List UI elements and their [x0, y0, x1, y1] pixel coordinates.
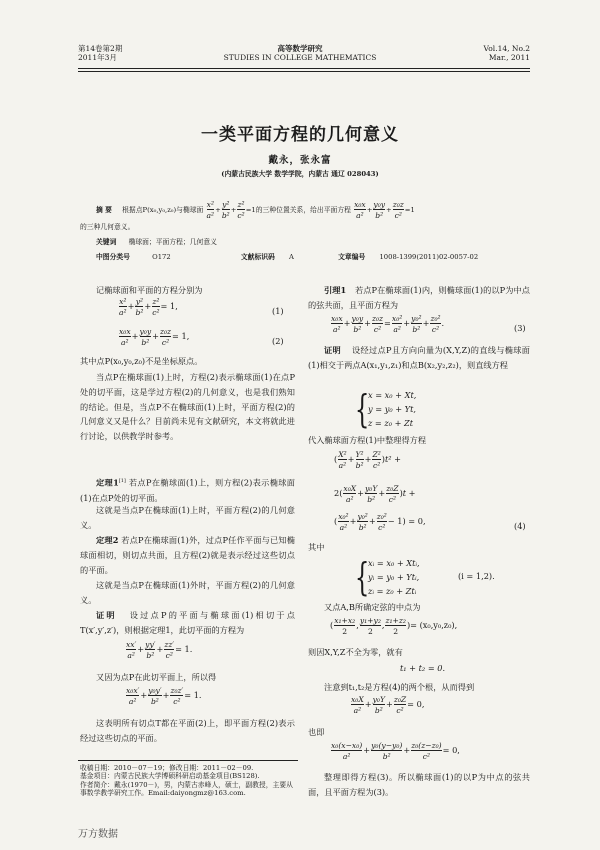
right-proof: 证明 设经过点P且方向向量为(X,Y,Z)的直线与椭球面(1)相交于两点A(x₁,y₁,z₁)和点B(x₂,y₂,z₂)，则直线方程: [308, 345, 530, 370]
equation-3: $\frac{\text{x₀x}}{\text{a²}}$ + $\frac{\text{y₀y}}{\text{b²}}$ + $\frac{\text{z₀z}}{\text{c²}}$ = $\frac{\text{x₀²}}{\text{a²}}$ + $\frac{\text{y₀²}}{\text{b²}}$ + $\frac{\text{z₀²}}{\text{c²}}$ .: [331, 314, 445, 334]
journal-volume: [78, 44, 122, 63]
equation-tangent: $\frac{xx'}{\text{a²}}$ + $\frac{yy'}{\text{b²}}$ + $\frac{zz'}{\text{c²}}$ = 1.: [126, 640, 193, 660]
right-p7: 也即: [308, 727, 325, 737]
left-proof: 证明 设过点P的平面与椭球面(1)相切于点T(x′,y′,z′)，则根据定理1，此切平面的方程为: [80, 610, 295, 635]
source-watermark: 万方数据: [78, 829, 118, 840]
abstract-text-c: =1: [404, 206, 415, 214]
equation-4b: 2( $\frac{\text{x₀X}}{\text{a²}}$ + $\frac{\text{y₀Y}}{\text{b²}}$ + $\frac{\text{z₀Z}}{\text{c²}}$ )t +: [334, 484, 416, 504]
right-p6: 注意到t₁,t₂是方程(4)的两个根，从而得到: [324, 682, 475, 692]
header-journal-cn: 高等数学研究: [277, 44, 323, 53]
footnote-received: 收稿日期：2010－07－19；修改日期：2011－02－09.: [80, 764, 254, 772]
clc-label: 中图分类号: [96, 253, 130, 261]
doc-code-label: 文献标识码: [240, 253, 275, 261]
eq3-number: (3): [514, 323, 526, 333]
article-no-label: 文章编号: [338, 253, 366, 261]
theorem-2: 定理2 若点P在椭球面(1)外，过点P任作平面与已知椭球面相切，则切点共面，且方程(2)就是表示经过这些切点的平面。: [80, 535, 295, 575]
header-vol-en: Vol.14, No.2: [483, 44, 530, 53]
left-p2: 其中点P(x₀,y₀,z₀)不是坐标原点。: [80, 356, 203, 366]
article-no-value: 1008-1399(2011)02-0057-02: [379, 253, 479, 261]
abstract-text-a: 根据点P(x₀,y₀,z₀)与椭球面: [122, 206, 204, 214]
footnote: [80, 764, 298, 798]
classification: [96, 253, 536, 261]
right-p2: 代入椭球面方程(1)中整理得方程: [308, 435, 427, 445]
right-p4: 又点A,B所确定弦的中点为: [324, 602, 421, 612]
header-date: 2011年3月: [78, 53, 117, 63]
left-p5: 这就是当点P在椭球面(1)外时，平面方程(2)的几何意义。: [80, 580, 295, 605]
lemma-1: 引理1 若点P在椭球面(1)内，则椭球面(1)的以P为中点的弦共面，且平面方程为: [308, 285, 530, 310]
equation-4a: ( $\frac{\text{X²}}{\text{a²}}$ + $\frac{\text{Y²}}{\text{b²}}$ + $\frac{\text{Z²}}{\text{c²}}$ )t² +: [334, 450, 402, 470]
left-p1: 记椭球面和平面的方程分别为: [96, 285, 203, 295]
eq4-number: (4): [514, 521, 526, 531]
footnote-fund: 基金项目：内蒙古民族大学博硕科研启动基金项目(BS128).: [80, 772, 260, 781]
line-system: { x = x₀ + Xt, y = y₀ + Yt, z = z₀ + Zt: [354, 387, 417, 431]
header-rule: [78, 68, 530, 69]
doc-code-value: A: [289, 253, 294, 261]
theorem-1: 定理1[1] 若点P在椭球面(1)上，则方程(2)表示椭球面(1)在点P处的切平面。: [80, 477, 295, 503]
keywords: [96, 238, 217, 246]
keywords-text: 椭球面；平面方程；几何意义: [128, 238, 217, 246]
abstract-text-b: =1的三种位置关系，给出平面方程: [245, 206, 351, 214]
system-brace: {: [354, 387, 370, 431]
eq1-number: (1): [272, 306, 284, 316]
footnote-author: 作者简介：戴永(1970－)，男，内蒙古赤峰人，硕士，副教授，主要从事数学教学研究工作。Email:daiyongmz@163.com.: [80, 780, 293, 798]
system-brace-2: {: [354, 555, 370, 599]
clc-value: O172: [152, 253, 171, 261]
equation-dir: $\frac{\text{x₀X}}{\text{a²}}$ + $\frac{\text{y₀Y}}{\text{b²}}$ + $\frac{\text{z₀Z}}{\text{c²}}$ = 0,: [351, 695, 425, 715]
journal-issue: [452, 44, 530, 63]
midpoint-eq: ( $\frac{\text{x₁+x₂}}{2}$ , $\frac{\text{y₁+y₂}}{2}$ , $\frac{\text{z₁+z₂}}{2}$ )= (x₀,y₀,z₀),: [330, 616, 458, 636]
equation-2: $\frac{\text{x₀x}}{\text{a²}}$ + $\frac{\text{y₀y}}{\text{b²}}$ + $\frac{\text{z₀z}}{\text{c²}}$ = 1,: [119, 327, 190, 347]
left-p3: 当点P在椭球面(1)上时，方程(2)表示椭球面(1)在点P处的切平面，这是学过方程(2)的几何意义，也是我们熟知的结论。但是，当点P不在椭球面(1)上时，平面方程(2)的几何意义又是什么？目前尚未见有文献研究，本文将就此进行讨论，以供教学时参考。: [80, 372, 295, 442]
left-proof2: 又因为点P在此切平面上，所以得: [96, 672, 217, 682]
t-sum: t₁ + t₂ = 0.: [400, 663, 446, 673]
equation-point: $\frac{\text{x₀x′}}{\text{a²}}$ + $\frac{\text{y₀y′}}{\text{b²}}$ + $\frac{\text{z₀z′}}{\text{c²}}$ = 1.: [126, 686, 202, 706]
paper-affiliation: (内蒙古民族大学 数学学院，内蒙古 通辽 028043): [221, 170, 379, 178]
abstract-label: 摘 要: [96, 206, 112, 214]
header-journal-en: STUDIES IN COLLEGE MATHEMATICS: [223, 53, 377, 63]
paper-authors: 戴永，张永富: [268, 155, 332, 166]
header-volume: 第14卷第2期: [78, 44, 123, 53]
right-p3: 其中: [308, 542, 325, 552]
eq2-number: (2): [272, 336, 284, 346]
left-p4: 这就是当点P在椭球面(1)上时，平面方程(2)的几何意义。: [80, 505, 295, 530]
keywords-label: 关键词: [96, 238, 117, 246]
index-condition: (i = 1,2).: [458, 571, 495, 581]
equation-4c: ( $\frac{\text{x₀²}}{\text{a²}}$ + $\frac{\text{y₀²}}{\text{b²}}$ + $\frac{\text{z₀²}}{\text{c²}}$ − 1) = 0,: [334, 512, 426, 532]
right-p5: 则因X,Y,Z不全为零，就有: [308, 647, 403, 657]
equation-1: $\frac{\text{x²}}{\text{a²}}$ + $\frac{\text{y²}}{\text{b²}}$ + $\frac{\text{z²}}{\text{c²}}$ = 1,: [119, 297, 178, 317]
right-p8: 整理即得方程(3)。所以椭球面(1)的以P为中点的弦共面，且平面方程为(3)。: [308, 772, 530, 797]
abstract-line2: 的三种几何意义。: [80, 223, 135, 231]
journal-title: [200, 44, 400, 63]
footnote-rule: [78, 760, 298, 761]
header-rule-thin: [78, 71, 530, 72]
paper-title: 一类平面方程的几何意义: [201, 125, 399, 145]
point-system: { xᵢ = x₀ + Xtᵢ, yᵢ = y₀ + Ytᵢ, zᵢ = z₀ + Ztᵢ: [354, 555, 420, 599]
equation-final: $\frac{\text{x₀(x−x₀)}}{\text{a²}}$ + $\frac{\text{y₀(y−y₀)}}{\text{b²}}$ + $\frac{\text{z₀(z−z₀)}}{\text{c²}}$ = 0,: [331, 741, 460, 761]
abstract: 摘 要 根据点P(x₀,y₀,z₀)与椭球面 $\frac{\text{x²}}{\text{a²}}$ + $\frac{\text{y²}}{\text{b²}}$ + $\frac{\text{z²}}{\text{c²}}$ =1的三种位置关系，给出平面方程 $\frac{\text{x₀x}}{\text{a²}}$ + $\frac{\text{y₀y}}{\text{b²}}$ + $\frac{\text{z₀z}}{\text{c²}}$ =1: [96, 200, 415, 220]
header-date-en: Mar., 2011: [488, 53, 530, 63]
left-proof3: 这表明所有切点T都在平面(2)上，即平面方程(2)表示经过这些切点的平面。: [80, 718, 295, 743]
